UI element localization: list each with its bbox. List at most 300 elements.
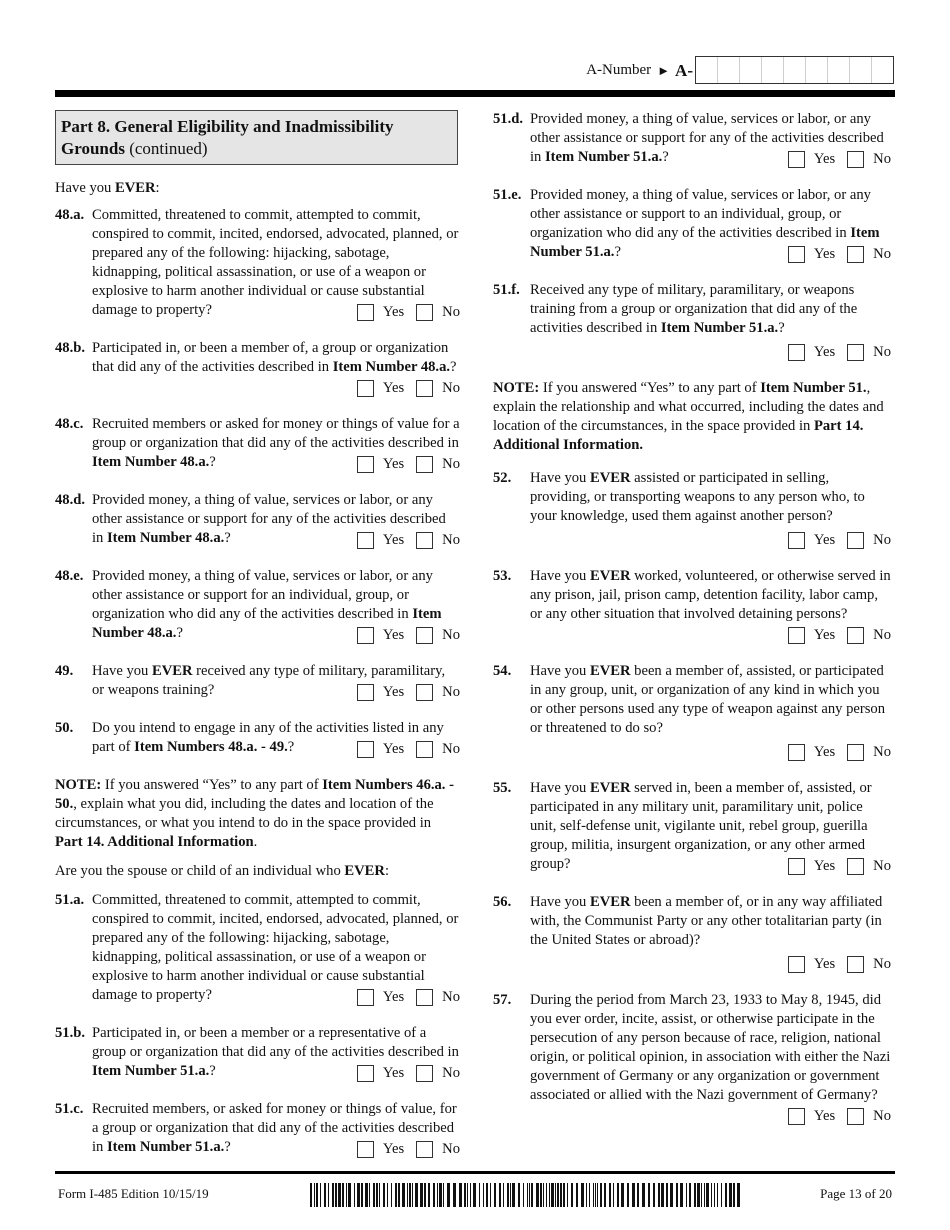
- barcode-bar: [499, 1183, 501, 1207]
- item-number: 57.: [493, 992, 512, 1008]
- yes-label: Yes: [813, 858, 836, 874]
- barcode-bar: [563, 1183, 565, 1207]
- question-body: [92, 567, 460, 645]
- question-item: [493, 186, 891, 264]
- no-checkbox[interactable]: [847, 532, 864, 549]
- barcode-bar: [613, 1183, 614, 1207]
- yes-no-group: [357, 531, 460, 550]
- question-text: Have you EVER worked, volunteered, or otherwise served in any prison, jail, prison camp, detention facility, labor camp, or any other situation that involved detaining persons?: [530, 568, 891, 622]
- page-footer: [58, 1184, 892, 1208]
- yes-checkbox[interactable]: [788, 151, 805, 168]
- question-text: Committed, threatened to commit, attempted to commit, conspired to commit, incited, endorsed, advocated, planned, or prepared any of the following: hijacking, sabotage, kidnapping, political assassination, or use of a weapon or explosive to harm another individual or cause substantial damage to property?: [92, 892, 459, 1003]
- barcode-bar: [604, 1183, 606, 1207]
- yes-checkbox[interactable]: [357, 1141, 374, 1158]
- question-text: Have you EVER served in, been a member of, assisted, or participated in any military unit, paramilitary unit, police unit, self-defense unit, vigilante unit, rebel group, guerilla group, militia, insurgent organization, or any other armed group?: [530, 780, 872, 872]
- barcode-bar: [595, 1183, 596, 1207]
- item-number: 51.c.: [55, 1101, 84, 1117]
- barcode-bar: [706, 1183, 709, 1207]
- barcode-bar: [424, 1183, 426, 1207]
- barcode-bar: [346, 1183, 347, 1207]
- question-body: [530, 110, 891, 169]
- question-list: [55, 206, 460, 759]
- question-text: Provided money, a thing of value, services or labor, or any other assistance or support for any of the activities described in Item Number 51.a.?: [530, 111, 884, 165]
- no-checkbox[interactable]: [416, 532, 433, 549]
- barcode-bar: [314, 1183, 315, 1207]
- barcode-bar: [464, 1183, 466, 1207]
- barcode-bar: [369, 1183, 370, 1207]
- question-text: Have you EVER been a member of, or in any way affiliated with, the Communist Party or any other totalitarian party (in the United States or abroad)?: [530, 894, 883, 948]
- barcode-bar: [428, 1183, 430, 1207]
- part-title: Part 8. General Eligibility and Inadmissibility Grounds: [61, 117, 394, 158]
- page-number: Page 13 of 20: [820, 1186, 892, 1201]
- yes-checkbox[interactable]: [357, 627, 374, 644]
- no-label: No: [873, 1108, 891, 1124]
- yes-label: Yes: [813, 532, 836, 548]
- barcode-bar: [332, 1183, 334, 1207]
- question-text: Provided money, a thing of value, services or labor, or any other assistance or support for an individual, group, or organization who did any of the activities described in Item Number 48.a.?: [92, 568, 442, 641]
- barcode-bar: [717, 1183, 718, 1207]
- yes-no-group: [357, 455, 460, 474]
- barcode-bar: [586, 1183, 587, 1207]
- yes-no-group: [788, 626, 891, 645]
- barcode-bar: [701, 1183, 702, 1207]
- barcode-bar: [402, 1183, 405, 1207]
- question-item: [55, 719, 460, 759]
- yes-label: Yes: [382, 989, 405, 1005]
- yes-checkbox[interactable]: [788, 1108, 805, 1125]
- a-number-cell[interactable]: [805, 57, 827, 83]
- no-label: No: [873, 744, 891, 760]
- yes-no-group: [530, 955, 891, 974]
- barcode-bar: [486, 1183, 488, 1207]
- no-checkbox[interactable]: [847, 744, 864, 761]
- barcode-bar: [395, 1183, 397, 1207]
- barcode-bar: [398, 1183, 400, 1207]
- question-item: [55, 415, 460, 474]
- barcode-bar: [653, 1183, 655, 1207]
- barcode-bar: [473, 1183, 476, 1207]
- item-number: 49.: [55, 663, 74, 679]
- barcode-bar: [621, 1183, 624, 1207]
- question-item: [493, 281, 891, 362]
- question-item: [493, 567, 891, 645]
- yes-label: Yes: [382, 1141, 405, 1157]
- yes-label: Yes: [813, 344, 836, 360]
- item-number: 48.c.: [55, 416, 84, 432]
- barcode-bar: [737, 1183, 740, 1207]
- no-checkbox[interactable]: [847, 246, 864, 263]
- question-item: [55, 662, 460, 702]
- yes-no-group: [357, 1064, 460, 1083]
- question-text: Recruited members or asked for money or things of value for a group or organization that did any of the activities described in Item Number 48.a.?: [92, 416, 460, 470]
- yes-label: Yes: [382, 456, 405, 472]
- a-number-prefix: A-: [675, 60, 693, 80]
- barcode-bar: [518, 1183, 520, 1207]
- yes-checkbox[interactable]: [357, 456, 374, 473]
- question-body: [530, 567, 891, 645]
- question-item: [55, 339, 460, 398]
- question-body: [92, 719, 460, 759]
- question-list: [55, 891, 460, 1159]
- yes-checkbox[interactable]: [788, 246, 805, 263]
- yes-checkbox[interactable]: [788, 344, 805, 361]
- barcode-bar: [714, 1183, 715, 1207]
- no-label: No: [442, 456, 460, 472]
- question-text: Participated in, or been a member of, a group or organization that did any of the activities described in Item Number 48.a.?: [92, 340, 457, 375]
- question-item: [493, 469, 891, 550]
- barcode-bar: [459, 1183, 462, 1207]
- barcode-bar: [581, 1183, 584, 1207]
- no-label: No: [442, 627, 460, 643]
- barcode-bar: [507, 1183, 510, 1207]
- barcode-bar: [443, 1183, 444, 1207]
- barcode-bar: [661, 1183, 664, 1207]
- barcode-bar: [420, 1183, 423, 1207]
- a-number-cell[interactable]: [783, 57, 805, 83]
- barcode-bar: [557, 1183, 559, 1207]
- no-label: No: [873, 858, 891, 874]
- question-text: Participated in, or been a member or a representative of a group or organization that did any of the activities described in Item Number 51.a.?: [92, 1025, 459, 1079]
- a-number-cell[interactable]: [871, 57, 893, 83]
- barcode-bar: [529, 1183, 530, 1207]
- no-checkbox[interactable]: [847, 858, 864, 875]
- question-body: [530, 893, 891, 974]
- question-body: [92, 415, 460, 474]
- yes-label: Yes: [813, 744, 836, 760]
- barcode-bar: [593, 1183, 594, 1207]
- no-label: No: [442, 532, 460, 548]
- item-number: 48.d.: [55, 492, 86, 508]
- question-item: [493, 662, 891, 762]
- item-number: 51.a.: [55, 892, 85, 908]
- barcode-bar: [379, 1183, 380, 1207]
- no-checkbox[interactable]: [416, 627, 433, 644]
- barcode-bar: [527, 1183, 528, 1207]
- barcode-bar: [617, 1183, 619, 1207]
- barcode-bar: [490, 1183, 491, 1207]
- barcode-bar: [609, 1183, 611, 1207]
- question-text: During the period from March 23, 1933 to May 8, 1945, did you ever order, incite, assist, or otherwise participate in the persecution of any person because of race, religion, national origin, or political opinion, in association with either the Nazi government of Germany or any organization or government associated or allied with the Nazi government of Germany?: [530, 992, 891, 1103]
- barcode-bar: [316, 1183, 318, 1207]
- item-number: 48.e.: [55, 568, 84, 584]
- item-number: 51.b.: [55, 1025, 86, 1041]
- barcode-bar: [642, 1183, 645, 1207]
- yes-no-group: [357, 303, 460, 322]
- barcode-bar: [494, 1183, 496, 1207]
- yes-checkbox[interactable]: [357, 989, 374, 1006]
- note-paragraph: NOTE: If you answered “Yes” to any part of Item Number 51., explain the relationship and what occurred, including the dates and location of the circumstances, in the space provided in Part 14. Additional Information.: [493, 380, 884, 453]
- question-body: [92, 1100, 460, 1159]
- barcode-bar: [354, 1183, 355, 1207]
- yes-no-group: [788, 857, 891, 876]
- question-list: [493, 469, 891, 1126]
- yes-no-group: [530, 743, 891, 762]
- barcode-bar: [729, 1183, 732, 1207]
- barcode-bar: [415, 1183, 418, 1207]
- barcode-bar: [704, 1183, 705, 1207]
- barcode-bar: [324, 1183, 326, 1207]
- barcode-bar: [376, 1183, 378, 1207]
- question-body: [530, 991, 891, 1126]
- question-item: [55, 891, 460, 1007]
- barcode-bar: [320, 1183, 321, 1207]
- item-number: 48.a.: [55, 207, 85, 223]
- no-checkbox[interactable]: [847, 956, 864, 973]
- question-text: Have you EVER received any type of military, paramilitary, or weapons training?: [92, 663, 446, 698]
- barcode-bar: [467, 1183, 468, 1207]
- yes-checkbox[interactable]: [357, 532, 374, 549]
- barcode-bar: [391, 1183, 392, 1207]
- yes-no-group: [357, 626, 460, 645]
- barcode-bar: [348, 1183, 351, 1207]
- barcode-bar: [670, 1183, 673, 1207]
- question-text: Have you EVER been a member of, assisted, or participated in any group, unit, or organization of any kind in which you or other persons used any type of weapon against any person or threatened to do so?: [530, 663, 886, 736]
- question-body: [92, 491, 460, 550]
- question-text: Do you intend to engage in any of the activities listed in any part of Item Numbers 48.a. - 49.?: [92, 720, 444, 755]
- barcode-bar: [523, 1183, 524, 1207]
- a-number-input[interactable]: [695, 56, 894, 84]
- barcode-bar: [637, 1183, 639, 1207]
- barcode-bar: [361, 1183, 363, 1207]
- form-edition: Form I-485 Edition 10/15/19: [58, 1186, 209, 1201]
- barcode-bar: [373, 1183, 375, 1207]
- question-text: Provided money, a thing of value, services or labor, or any other assistance or support to an individual, group, or organization who did any of the activities described in Item Number 51.a.?: [530, 187, 880, 260]
- question-text: Have you EVER assisted or participated in selling, providing, or transporting weapons to any person who, to your knowledge, used them against another person?: [530, 470, 865, 524]
- a-number-field: [586, 56, 894, 84]
- barcode-bar: [680, 1183, 683, 1207]
- no-checkbox[interactable]: [416, 456, 433, 473]
- yes-label: Yes: [813, 627, 836, 643]
- yes-label: Yes: [813, 1108, 836, 1124]
- yes-label: Yes: [382, 684, 405, 700]
- no-label: No: [442, 1141, 460, 1157]
- yes-label: Yes: [813, 151, 836, 167]
- barcode-bar: [543, 1183, 544, 1207]
- barcode-bar: [689, 1183, 691, 1207]
- question-item: [493, 893, 891, 974]
- barcode-bar: [549, 1183, 550, 1207]
- item-number: 56.: [493, 894, 512, 910]
- yes-no-group: [357, 379, 460, 398]
- item-number: 51.f.: [493, 282, 520, 298]
- yes-checkbox[interactable]: [788, 532, 805, 549]
- a-number-cell[interactable]: [827, 57, 849, 83]
- barcode-bar: [576, 1183, 578, 1207]
- barcode-bar: [725, 1183, 727, 1207]
- barcode-bar: [310, 1183, 312, 1207]
- yes-label: Yes: [382, 532, 405, 548]
- bottom-divider: [55, 1171, 895, 1174]
- top-divider: [55, 90, 895, 97]
- barcode-bar: [597, 1183, 598, 1207]
- yes-no-group: [788, 245, 891, 264]
- barcode-bar: [365, 1183, 368, 1207]
- note-paragraph: NOTE: If you answered “Yes” to any part of Item Numbers 46.a. - 50., explain what you did, including the dates and location of the circumstances, or what you intend to do in the space provided in Part 14. Additional Information.: [55, 777, 454, 850]
- barcode-bar: [658, 1183, 660, 1207]
- no-label: No: [873, 151, 891, 167]
- no-label: No: [873, 344, 891, 360]
- no-checkbox[interactable]: [847, 627, 864, 644]
- question-item: [55, 1100, 460, 1159]
- a-number-cell[interactable]: [761, 57, 783, 83]
- barcode-bar: [648, 1183, 650, 1207]
- barcode-bar: [433, 1183, 435, 1207]
- barcode-bar: [571, 1183, 573, 1207]
- barcode-bar: [342, 1183, 344, 1207]
- no-checkbox[interactable]: [416, 1065, 433, 1082]
- yes-label: Yes: [382, 1065, 405, 1081]
- question-text: Received any type of military, paramilitary, or weapons training from a group or organization that did any of the activities described in Item Number 51.a.?: [530, 282, 858, 336]
- barcode-bar: [546, 1183, 547, 1207]
- arrow-right-icon: ►: [657, 62, 671, 78]
- barcode-bar: [479, 1183, 480, 1207]
- barcode-bar: [453, 1183, 456, 1207]
- yes-no-group: [357, 740, 460, 759]
- yes-checkbox[interactable]: [357, 684, 374, 701]
- yes-no-group: [357, 988, 460, 1007]
- yes-checkbox[interactable]: [788, 956, 805, 973]
- yes-no-group: [357, 1140, 460, 1159]
- barcode-bar: [437, 1183, 438, 1207]
- question-body: [530, 779, 891, 876]
- barcode-bar: [407, 1183, 408, 1207]
- item-number: 48.b.: [55, 340, 86, 356]
- yes-label: Yes: [813, 246, 836, 262]
- no-checkbox[interactable]: [847, 344, 864, 361]
- question-item: [493, 991, 891, 1126]
- question-item: [493, 110, 891, 169]
- barcode-bar: [483, 1183, 484, 1207]
- barcode-bar: [711, 1183, 712, 1207]
- yes-checkbox[interactable]: [788, 858, 805, 875]
- barcode-bar: [600, 1183, 602, 1207]
- barcode-bar: [510, 1183, 511, 1207]
- no-checkbox[interactable]: [416, 380, 433, 397]
- yes-label: Yes: [382, 741, 405, 757]
- barcode-bar: [470, 1183, 471, 1207]
- question-body: [92, 339, 460, 398]
- barcode-bar: [697, 1183, 700, 1207]
- item-number: 55.: [493, 780, 512, 796]
- barcode-bar: [632, 1183, 635, 1207]
- no-label: No: [873, 532, 891, 548]
- barcode-bar: [676, 1183, 678, 1207]
- barcode-bar: [567, 1183, 568, 1207]
- right-column: [493, 110, 891, 1143]
- barcode-bar: [627, 1183, 629, 1207]
- question-body: [92, 1024, 460, 1083]
- no-checkbox[interactable]: [416, 684, 433, 701]
- barcode-bar: [357, 1183, 360, 1207]
- no-checkbox[interactable]: [847, 151, 864, 168]
- barcode-bar: [589, 1183, 590, 1207]
- barcode-bar: [409, 1183, 411, 1207]
- yes-no-group: [357, 683, 460, 702]
- no-checkbox[interactable]: [416, 741, 433, 758]
- a-number-label: A-Number: [586, 61, 652, 78]
- left-column: [55, 110, 460, 1176]
- barcode-bar: [551, 1183, 554, 1207]
- no-checkbox[interactable]: [416, 1141, 433, 1158]
- barcode-bar: [540, 1183, 542, 1207]
- yes-no-group: [788, 150, 891, 169]
- yes-checkbox[interactable]: [357, 741, 374, 758]
- question-item: [55, 491, 460, 550]
- yes-checkbox[interactable]: [357, 1065, 374, 1082]
- no-label: No: [873, 956, 891, 972]
- yes-checkbox[interactable]: [788, 627, 805, 644]
- barcode-bar: [733, 1183, 735, 1207]
- no-label: No: [442, 380, 460, 396]
- yes-no-group: [788, 1107, 891, 1126]
- yes-label: Yes: [813, 956, 836, 972]
- item-number: 54.: [493, 663, 512, 679]
- barcode-bar: [387, 1183, 388, 1207]
- no-checkbox[interactable]: [847, 1108, 864, 1125]
- question-text: Provided money, a thing of value, services or labor, or any other assistance or support for any of the activities described in Item Number 48.a.?: [92, 492, 446, 546]
- a-number-cell[interactable]: [739, 57, 761, 83]
- barcode-bar: [512, 1183, 515, 1207]
- question-item: [55, 567, 460, 645]
- question-body: [92, 206, 460, 322]
- question-body: [92, 662, 460, 702]
- section-intro: Have you EVER:: [55, 180, 160, 196]
- barcode-bar: [503, 1183, 504, 1207]
- question-body: [92, 891, 460, 1007]
- yes-checkbox[interactable]: [788, 744, 805, 761]
- item-number: 53.: [493, 568, 512, 584]
- barcode-bar: [536, 1183, 539, 1207]
- barcode-bar: [447, 1183, 450, 1207]
- yes-checkbox[interactable]: [357, 304, 374, 321]
- question-text: Committed, threatened to commit, attempted to commit, conspired to commit, incited, endorsed, advocated, planned, or prepared any of the following: hijacking, sabotage, kidnapping, political assassination, or use of a weapon or explosive to harm another individual or cause substantial damage to property?: [92, 207, 459, 318]
- yes-no-group: [530, 531, 891, 550]
- spouse-intro: Are you the spouse or child of an individual who EVER:: [55, 863, 389, 879]
- no-label: No: [442, 989, 460, 1005]
- question-body: [530, 281, 891, 362]
- a-number-cell[interactable]: [717, 57, 739, 83]
- no-checkbox[interactable]: [416, 989, 433, 1006]
- no-label: No: [873, 627, 891, 643]
- question-body: [530, 662, 891, 762]
- barcode-bar: [338, 1183, 341, 1207]
- item-number: 50.: [55, 720, 74, 736]
- item-number: 51.e.: [493, 187, 522, 203]
- no-label: No: [442, 1065, 460, 1081]
- question-item: [493, 779, 891, 876]
- yes-label: Yes: [382, 380, 405, 396]
- yes-checkbox[interactable]: [357, 380, 374, 397]
- barcode-bar: [694, 1183, 696, 1207]
- barcode: [310, 1183, 742, 1207]
- a-number-cell[interactable]: [849, 57, 871, 83]
- no-label: No: [442, 684, 460, 700]
- barcode-bar: [383, 1183, 385, 1207]
- question-item: [55, 1024, 460, 1083]
- barcode-bar: [686, 1183, 687, 1207]
- question-text: Recruited members, or asked for money or things of value, for a group or organization that did any of the activities described in Item Number 51.a.?: [92, 1101, 457, 1155]
- question-body: [530, 186, 891, 264]
- barcode-bar: [328, 1183, 329, 1207]
- a-number-cell[interactable]: [696, 57, 717, 83]
- yes-label: Yes: [382, 304, 405, 320]
- barcode-bar: [335, 1183, 337, 1207]
- barcode-bar: [555, 1183, 556, 1207]
- question-item: [55, 206, 460, 322]
- barcode-bar: [439, 1183, 442, 1207]
- no-checkbox[interactable]: [416, 304, 433, 321]
- barcode-bar: [531, 1183, 533, 1207]
